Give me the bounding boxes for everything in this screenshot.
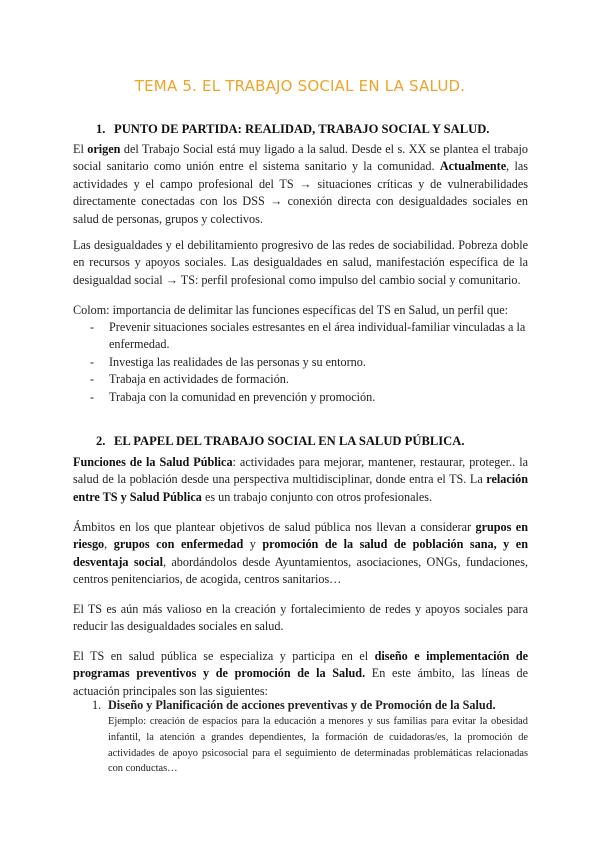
bullet-list (73, 319, 528, 406)
bold-text: diseño e implementación de programas preventivos y de promoción de la Salud. (73, 649, 529, 681)
text: El TS en salud pública se especializa y participa en el (73, 649, 375, 663)
bold-text: relación entre TS y Salud Pública (73, 472, 528, 504)
dash-marker: - (90, 354, 95, 369)
text: y (243, 537, 263, 552)
paragraph (73, 648, 528, 700)
paragraph (73, 141, 528, 228)
text: En este ámbito, las líneas de actuación principales son las siguientes: (73, 666, 528, 698)
bold-text: Actualmente (439, 159, 507, 174)
section-title: PUNTO DE PARTIDA: REALIDAD, TRABAJO SOCIAL Y SALUD. (114, 122, 490, 136)
bold-text: grupos con enfermedad (113, 537, 244, 552)
bold-text: origen (87, 142, 121, 156)
list-item (73, 389, 528, 406)
text: , abordándolos desde Ayuntamientos, asociaciones, ONGs, fundaciones, centros penitenciarios, de acogida, centros sanitarios… (73, 554, 528, 587)
bold-text: Funciones de la Salud Pública (73, 455, 233, 469)
text: es un trabajo conjunto con otros profesionales. (201, 489, 433, 504)
list-item-text: Prevenir situaciones sociales estresantes en el área individual-familiar vinculadas a la enfermedad. (109, 320, 526, 352)
list-item-text: Trabaja con la comunidad en prevención y promoción. (109, 389, 376, 404)
dash-marker: - (90, 320, 95, 334)
bold-text: promoción de la salud de población sana, y en desventaja social (73, 537, 528, 569)
paragraph (73, 454, 528, 506)
item-number: 1. (92, 698, 102, 712)
section-number: 2. (96, 434, 106, 448)
paragraph: Las desigualdades y el debilitamiento progresivo de las redes de sociabilidad. Pobreza doble en recursos y apoyos sociales. Las desigualdades en salud, manifestación específica de la desigualdad social → TS: perfil profesional como impulso del cambio social y comunitario. (73, 238, 528, 287)
item-heading: Diseño y Planificación de acciones preventivas y de Promoción de la Salud. (108, 698, 496, 712)
section-number: 1. (96, 122, 106, 136)
bold-text: grupos en riesgo (73, 520, 528, 552)
section-heading-1 (96, 121, 526, 138)
numbered-list-item (92, 697, 528, 777)
text: del Trabajo Social está muy ligado a la salud. Desde el s. XX se plantea el trabajo social sanitario como unión entre el sistema sanitario y la comunidad. (73, 142, 528, 174)
paragraph: Colom: importancia de delimitar las funciones específicas del TS en Salud, un perfil que: (73, 303, 509, 317)
text: El (73, 142, 88, 156)
text: : actividades para mejorar, mantener, restaurar, proteger.. la salud de la población desde una perspectiva multidisciplinar, donde entra el TS. La (73, 455, 529, 487)
list-item-text: Trabaja en actividades de formación. (109, 372, 289, 387)
list-item (73, 319, 528, 354)
paragraph (73, 519, 528, 589)
list-item-text: Investiga las realidades de las personas y su entorno. (109, 354, 366, 369)
section-heading-2 (96, 433, 526, 450)
section-title: EL PAPEL DEL TRABAJO SOCIAL EN LA SALUD PÚBLICA. (114, 434, 465, 448)
text: , (104, 537, 114, 552)
list-item (73, 354, 528, 371)
dash-marker: - (90, 372, 95, 387)
text: Ámbitos en los que plantear objetivos de salud pública nos llevan a considerar (73, 520, 476, 534)
list-item (73, 371, 528, 388)
dash-marker: - (90, 389, 95, 404)
item-description: Ejemplo: creación de espacios para la educación a menores y sus familias para evitar la obesidad infantil, la atención a grandes dependientes, la formación de cuidadoras/es, la promoción de actividades de apoyo psicosocial para el seguimiento de determinadas problemáticas relacionadas con conductas… (108, 716, 528, 775)
paragraph: El TS es aún más valioso en la creación y fortalecimiento de redes y apoyos sociales para reducir las desigualdades sociales en salud. (73, 602, 528, 634)
document-title: TEMA 5. EL TRABAJO SOCIAL EN LA SALUD. (134, 77, 466, 95)
text: , las actividades y el campo profesional del TS → situaciones críticas y de vulnerabilidades directamente conectadas con los DSS → conexión directa con desigualdades sociales en salud de personas, grupos y colectivos. (73, 159, 528, 226)
